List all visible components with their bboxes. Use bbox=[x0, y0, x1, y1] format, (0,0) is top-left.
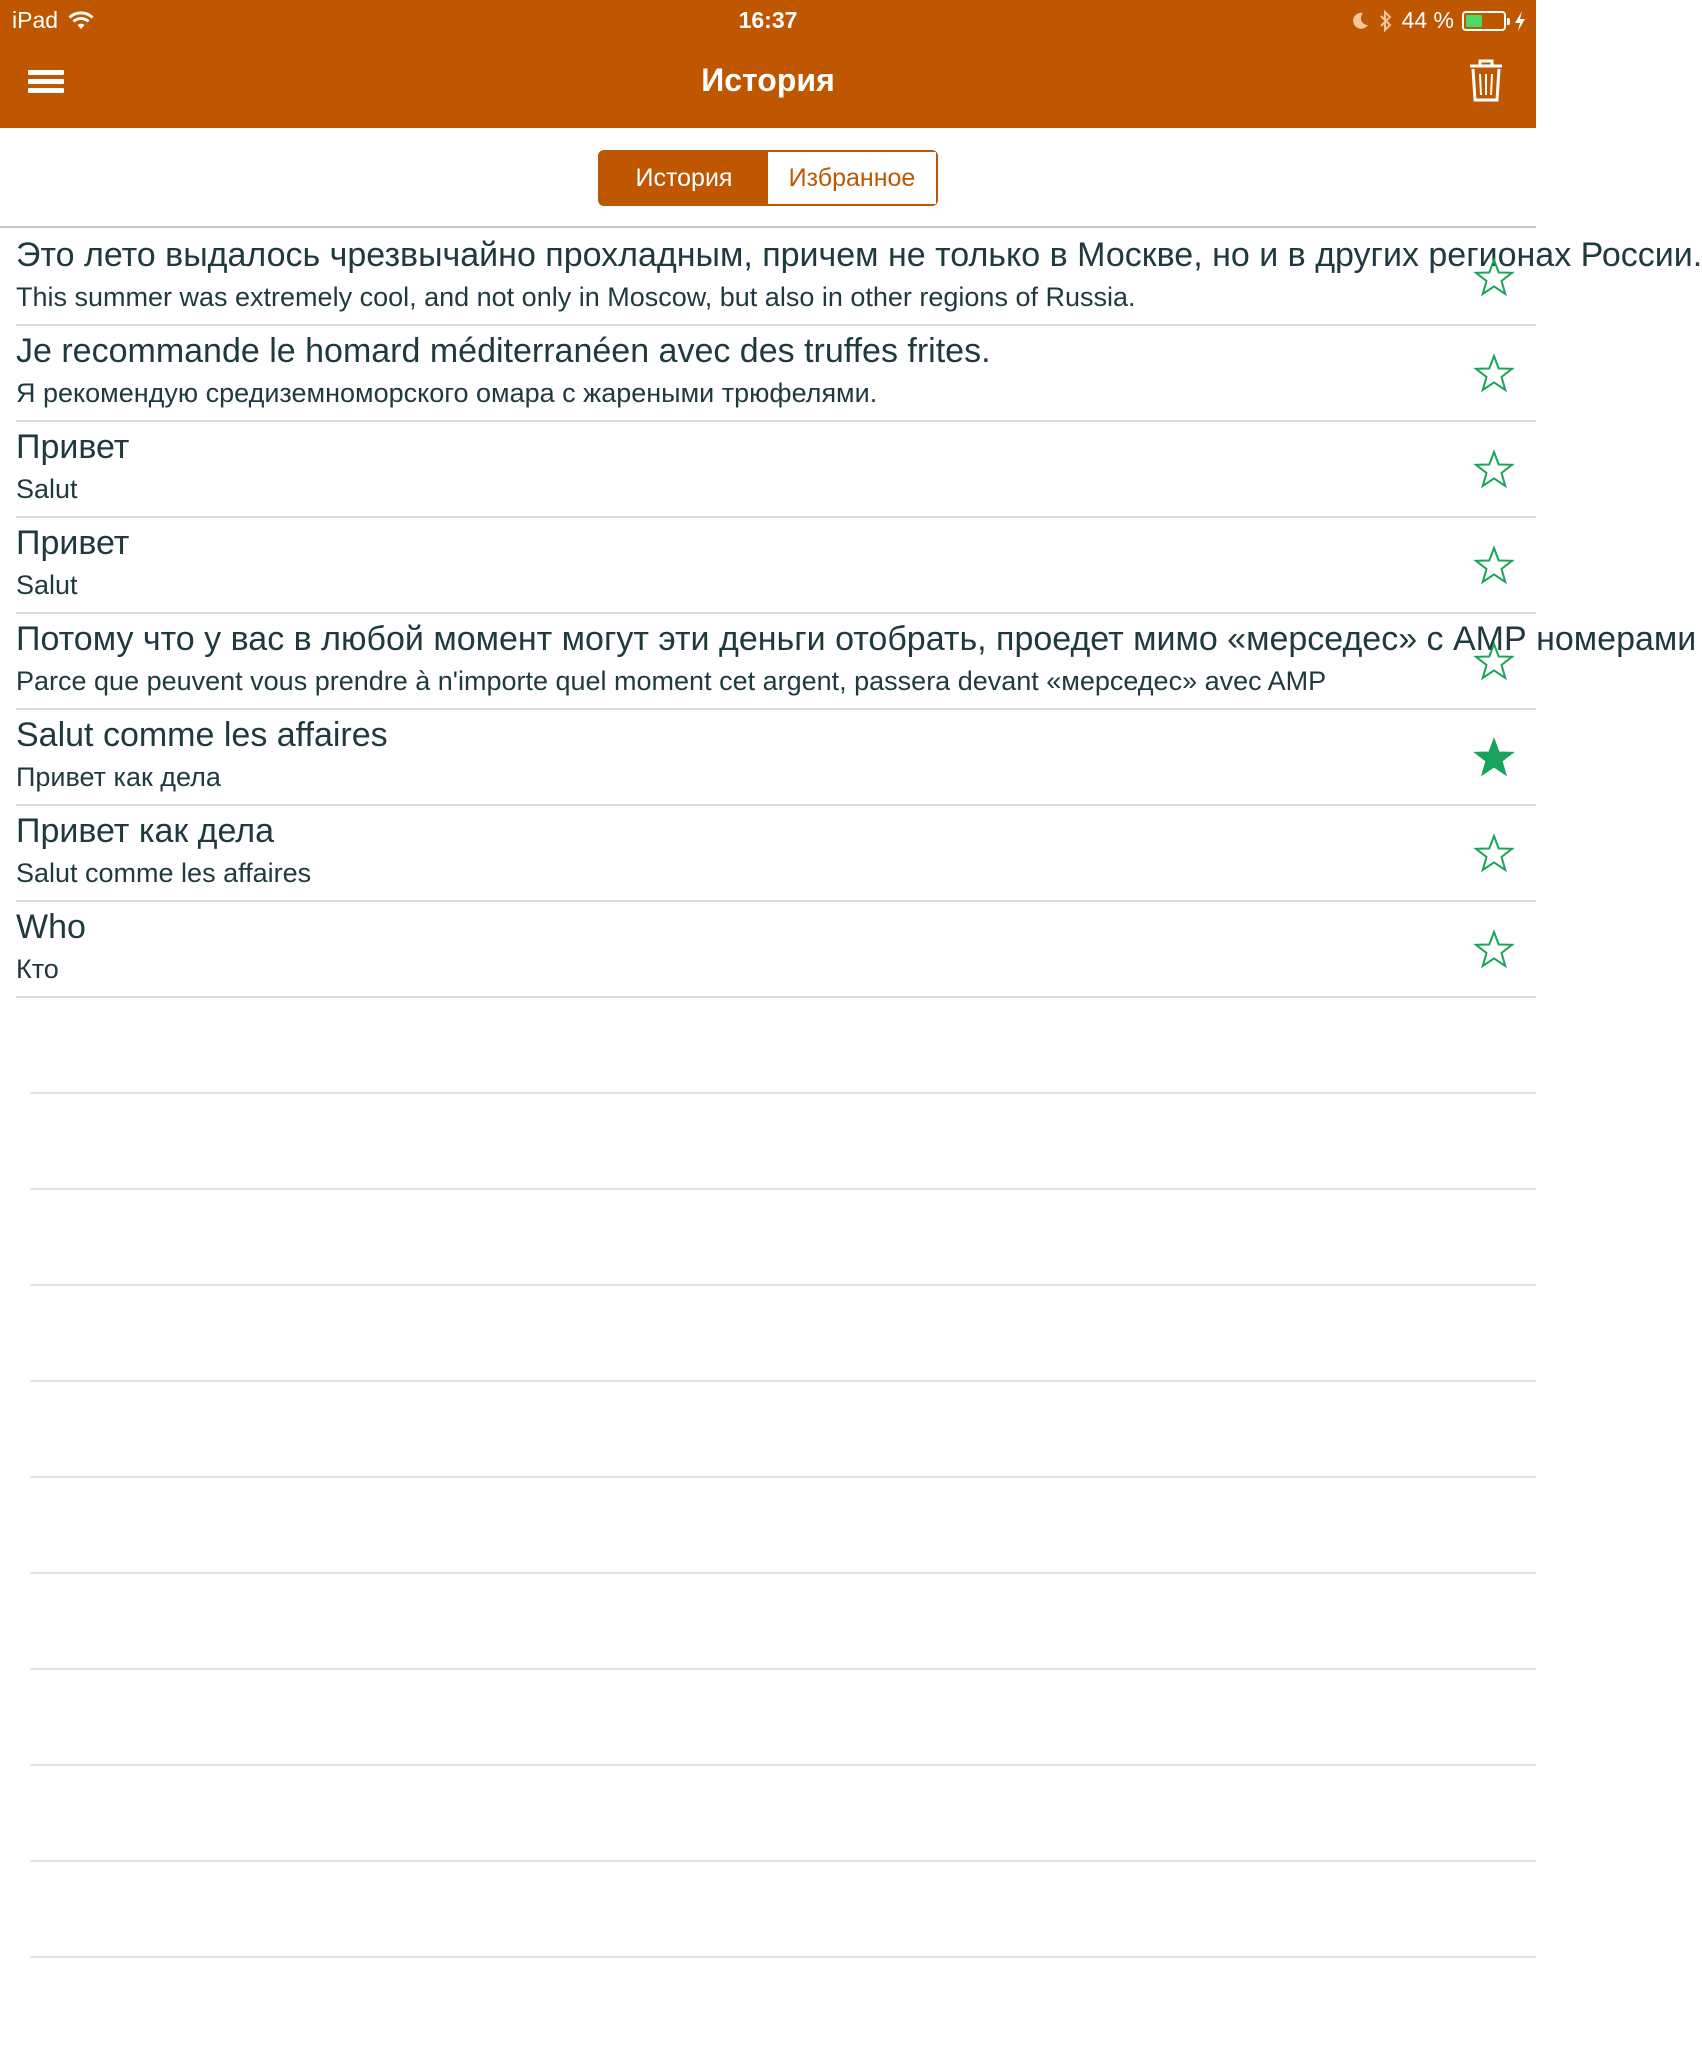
translation-text: Parce que peuvent vous prendre à n'importe quel moment cet argent, passera devant «мерседес» avec AMP bbox=[16, 666, 1327, 696]
list-item[interactable] bbox=[16, 902, 1536, 998]
source-text: Salut comme les affaires bbox=[16, 716, 388, 754]
list-item[interactable] bbox=[16, 518, 1536, 614]
translation-text: Кто bbox=[16, 954, 59, 984]
page-title: История bbox=[701, 62, 835, 98]
status-time: 16:37 bbox=[738, 7, 798, 33]
star-outline-icon[interactable] bbox=[1472, 832, 1516, 876]
empty-row-separator bbox=[30, 1284, 1536, 1286]
trash-icon[interactable] bbox=[1464, 58, 1508, 104]
empty-row-separator bbox=[30, 1380, 1536, 1382]
translation-text: Salut bbox=[16, 570, 78, 600]
top-bar bbox=[0, 0, 1536, 128]
empty-row-separator bbox=[30, 1764, 1536, 1766]
empty-row-separator bbox=[30, 1860, 1536, 1862]
source-text: Потому что у вас в любой момент могут эти деньги отобрать, проедет мимо «мерседес» с АМР номерами bbox=[16, 620, 1697, 658]
battery-icon bbox=[1462, 11, 1506, 31]
source-text: Who bbox=[16, 908, 86, 946]
charging-icon bbox=[1514, 10, 1526, 32]
translation-text: Salut comme les affaires bbox=[16, 858, 312, 888]
source-text: Привет bbox=[16, 524, 130, 562]
empty-row-separator bbox=[30, 1956, 1536, 1958]
star-filled-icon[interactable] bbox=[1472, 736, 1516, 780]
list-item[interactable] bbox=[16, 806, 1536, 902]
status-bar bbox=[0, 0, 1536, 40]
list-item[interactable] bbox=[16, 326, 1536, 422]
empty-row-separator bbox=[30, 1476, 1536, 1478]
list-item[interactable] bbox=[16, 614, 1697, 710]
source-text: Je recommande le homard méditerranéen avec des truffes frites. bbox=[16, 332, 991, 370]
list-item[interactable] bbox=[16, 230, 1702, 326]
source-text: Привет bbox=[16, 428, 130, 466]
star-outline-icon[interactable] bbox=[1472, 256, 1516, 300]
star-outline-icon[interactable] bbox=[1472, 544, 1516, 588]
segment-bar bbox=[0, 128, 1536, 228]
translation-text: Привет как дела bbox=[16, 762, 221, 792]
empty-row-separator bbox=[30, 1572, 1536, 1574]
list-item[interactable] bbox=[16, 422, 1536, 518]
tab-favorites[interactable]: Избранное bbox=[768, 152, 936, 204]
star-outline-icon[interactable] bbox=[1472, 448, 1516, 492]
tab-history[interactable]: История bbox=[600, 152, 768, 204]
translation-text: This summer was extremely cool, and not only in Moscow, but also in other regions of Russia. bbox=[16, 282, 1136, 312]
translation-text: Salut bbox=[16, 474, 78, 504]
device-label: iPad bbox=[12, 7, 59, 33]
source-text: Привет как дела bbox=[16, 812, 275, 850]
star-outline-icon[interactable] bbox=[1472, 640, 1516, 684]
empty-row-separator bbox=[30, 1668, 1536, 1670]
battery-percent: 44 % bbox=[1401, 7, 1454, 33]
navigation-bar bbox=[0, 40, 1536, 128]
list-item[interactable] bbox=[16, 710, 1536, 806]
star-outline-icon[interactable] bbox=[1472, 928, 1516, 972]
empty-row-separator bbox=[30, 1092, 1536, 1094]
history-list bbox=[0, 230, 1702, 998]
segmented-control bbox=[598, 150, 938, 206]
source-text: Это лето выдалось чрезвычайно прохладным, причем не только в Москве, но и в других регионах России. bbox=[16, 236, 1702, 274]
empty-row-separator bbox=[30, 1188, 1536, 1190]
translation-text: Я рекомендую средиземноморского омара с жареными трюфелями. bbox=[16, 378, 878, 408]
bluetooth-icon bbox=[1378, 9, 1394, 33]
moon-icon bbox=[1350, 11, 1370, 31]
star-outline-icon[interactable] bbox=[1472, 352, 1516, 396]
